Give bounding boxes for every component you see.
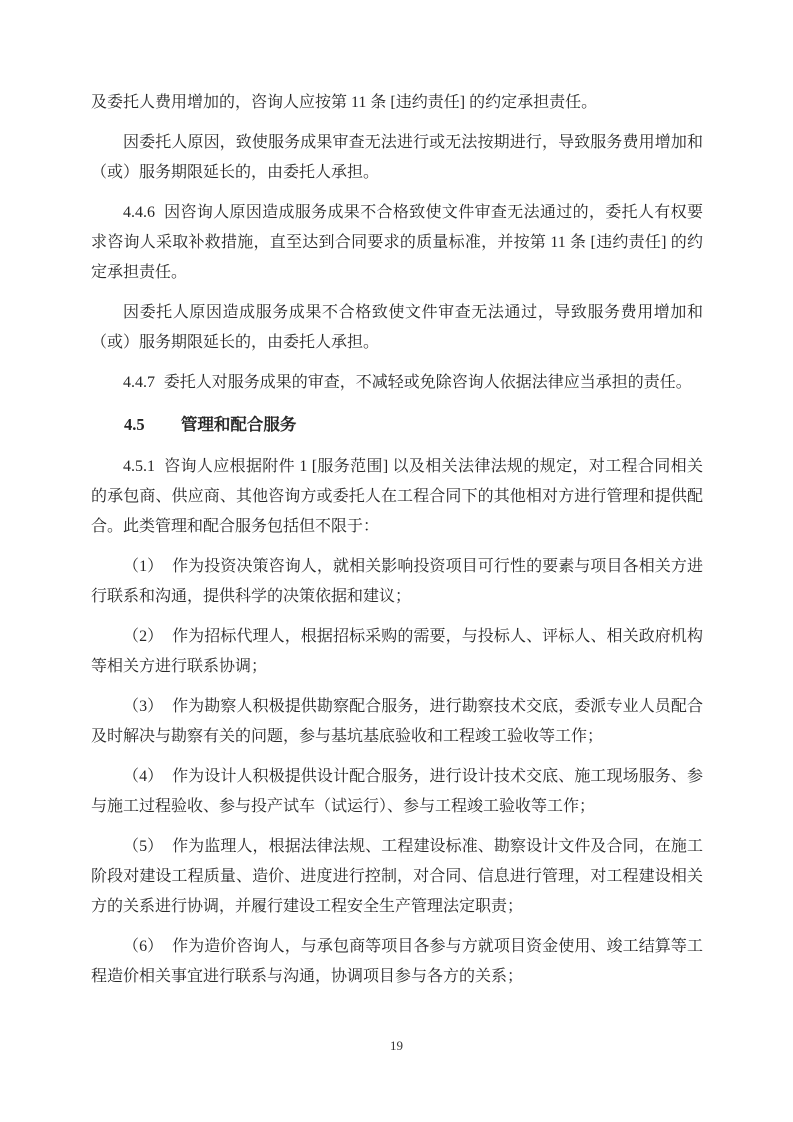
paragraph [91, 128, 703, 188]
paragraph-text: 作为设计人积极提供设计配合服务，进行设计技术交底、施工现场服务、参与施工过程验收、参与投产试车（试运行）、参与工程竣工验收等工作； [91, 768, 703, 815]
paragraph-text: 咨询人应根据附件 1 [服务范围] 以及相关法律法规的规定，对工程合同相关的承包商、供应商、其他咨询方或委托人在工程合同下的其他相对方进行管理和提供配合。此类管理和配合服务包括但不限于： [91, 458, 703, 535]
paragraph-text: 因委托人原因，致使服务成果审查无法进行或无法按期进行，导致服务费用增加和（或）服务期限延长的，由委托人承担。 [91, 134, 703, 181]
list-item-3 [91, 692, 703, 752]
list-item-6 [91, 932, 703, 992]
list-item-marker: （2） [123, 628, 164, 645]
list-item-4 [91, 762, 703, 822]
paragraph [91, 298, 703, 358]
list-item-marker: （6） [123, 938, 164, 955]
list-item-marker: （5） [123, 838, 164, 855]
paragraph-continuation [91, 88, 703, 118]
paragraph-text: 因咨询人原因造成服务成果不合格致使文件审查无法通过的，委托人有权要求咨询人采取补救措施，直至达到合同要求的质量标准，并按第 11 条 [违约责任] 的约定承担责任。 [91, 204, 703, 281]
list-item-5 [91, 832, 703, 922]
clause-4-4-7 [91, 368, 703, 398]
clause-number: 4.4.6 [123, 204, 155, 221]
clause-number: 4.4.7 [123, 374, 155, 391]
section-heading-4-5 [91, 410, 703, 440]
clause-number: 4.5.1 [123, 458, 155, 475]
heading-number: 4.5 [124, 415, 145, 434]
paragraph-text: 作为监理人，根据法律法规、工程建设标准、勘察设计文件及合同，在施工阶段对建设工程质量、造价、进度进行控制，对合同、信息进行管理，对工程建设相关方的关系进行协调，并履行建设工程安全生产管理法定职责； [91, 838, 703, 915]
paragraph-text: 因委托人原因造成服务成果不合格致使文件审查无法通过，导致服务费用增加和（或）服务期限延长的，由委托人承担。 [91, 304, 703, 351]
clause-4-4-6 [91, 198, 703, 288]
paragraph-text: 作为投资决策咨询人，就相关影响投资项目可行性的要素与项目各相关方进行联系和沟通，提供科学的决策依据和建议； [91, 558, 703, 605]
paragraph-text: 作为招标代理人，根据招标采购的需要，与投标人、评标人、相关政府机构等相关方进行联系协调； [91, 628, 703, 675]
paragraph-text: 委托人对服务成果的审查，不减轻或免除咨询人依据法律应当承担的责任。 [163, 374, 692, 391]
document-body [91, 88, 703, 1002]
page-number: 19 [390, 1038, 403, 1053]
list-item-marker: （3） [123, 698, 164, 715]
list-item-1 [91, 552, 703, 612]
paragraph-text: 作为造价咨询人，与承包商等项目各参与方就项目资金使用、竣工结算等工程造价相关事宜进行联系与沟通，协调项目参与各方的关系； [91, 938, 703, 985]
list-item-marker: （1） [123, 558, 164, 575]
list-item-marker: （4） [123, 768, 164, 785]
paragraph-text: 作为勘察人积极提供勘察配合服务，进行勘察技术交底，委派专业人员配合及时解决与勘察有关的问题，参与基坑基底验收和工程竣工验收等工作； [91, 698, 703, 745]
clause-4-5-1 [91, 452, 703, 542]
heading-text: 管理和配合服务 [180, 415, 297, 434]
paragraph-text: 及委托人费用增加的，咨询人应按第 11 条 [违约责任] 的约定承担责任。 [91, 94, 598, 111]
list-item-2 [91, 622, 703, 682]
